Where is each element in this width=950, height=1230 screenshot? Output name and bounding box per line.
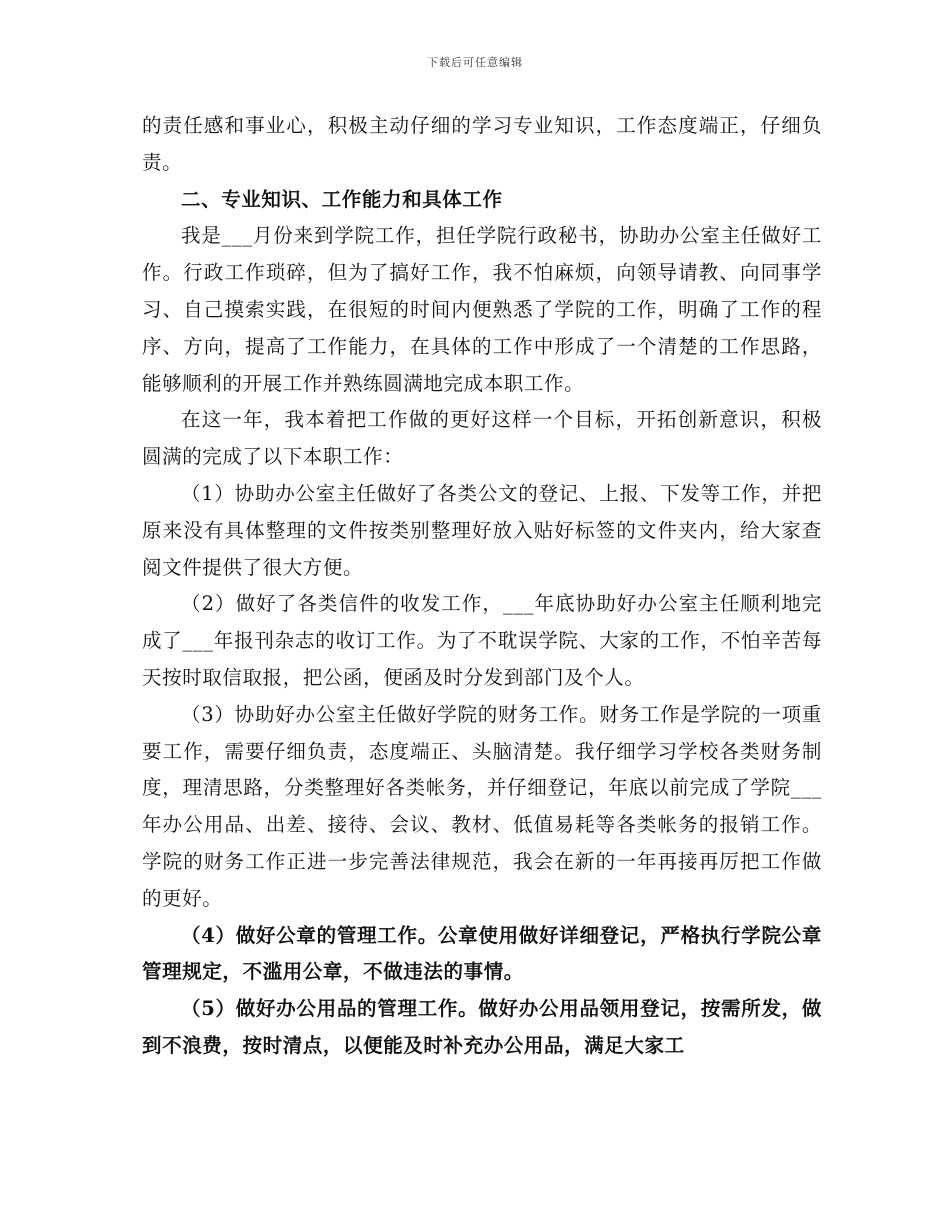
list-item-5: （5）做好办公用品的管理工作。做好办公用品领用登记，按需所发，做到不浪费，按时清点，以便能及时补充办公用品，满足大家工 bbox=[142, 997, 822, 1057]
section-heading: 二、专业知识、工作能力和具体工作 bbox=[181, 187, 503, 211]
list-item-1: （1）协助办公室主任做好了各类公文的登记、上报、下发等工作，并把原来没有具体整理的文件按类别整理好放入贴好标签的文件夹内，给大家查阅文件提供了很大方便。 bbox=[142, 481, 822, 579]
list-item-4: （4）做好公章的管理工作。公章使用做好详细登记，严格执行学院公章管理规定，不滥用公章，不做违法的事情。 bbox=[142, 923, 822, 984]
document-body bbox=[142, 108, 822, 1065]
list-item-2: （2）做好了各类信件的收发工作，___年底协助好办公室主任顺利地完成了___年报刊杂志的收订工作。为了不耽误学院、大家的工作，不怕辛苦每天按时取信取报，把公函，便函及时分发到部门及个人。 bbox=[142, 592, 822, 689]
header-note: 下载后可任意编辑 bbox=[427, 56, 523, 69]
paragraph-goal: 在这一年，我本着把工作做的更好这样一个目标，开拓创新意识，积极圆满的完成了以下本职工作： bbox=[142, 408, 822, 469]
paragraph-continuation: 的责任感和事业心，积极主动仔细的学习专业知识，工作态度端正，仔细负责。 bbox=[142, 114, 822, 174]
list-item-3: （3）协助好办公室主任做好学院的财务工作。财务工作是学院的一项重要工作，需要仔细负责，态度端正、头脑清楚。我仔细学习学校各类财务制度，理清思路，分类整理好各类帐务，并仔细登记，年底以前完成了学院___年办公用品、出差、接待、会议、教材、低值易耗等各类帐务的报销工作。学院的财务工作正进一步完善法律规范，我会在新的一年再接再厉把工作做的更好。 bbox=[142, 702, 822, 910]
paragraph-intro: 我是___月份来到学院工作，担任学院行政秘书，协助办公室主任做好工作。行政工作琐碎，但为了搞好工作，我不怕麻烦，向领导请教、向同事学习、自己摸索实践，在很短的时间内便熟悉了学院的工作，明确了工作的程序、方向，提高了工作能力，在具体的工作中形成了一个清楚的工作思路，能够顺利的开展工作并熟练圆满地完成本职工作。 bbox=[142, 224, 822, 395]
